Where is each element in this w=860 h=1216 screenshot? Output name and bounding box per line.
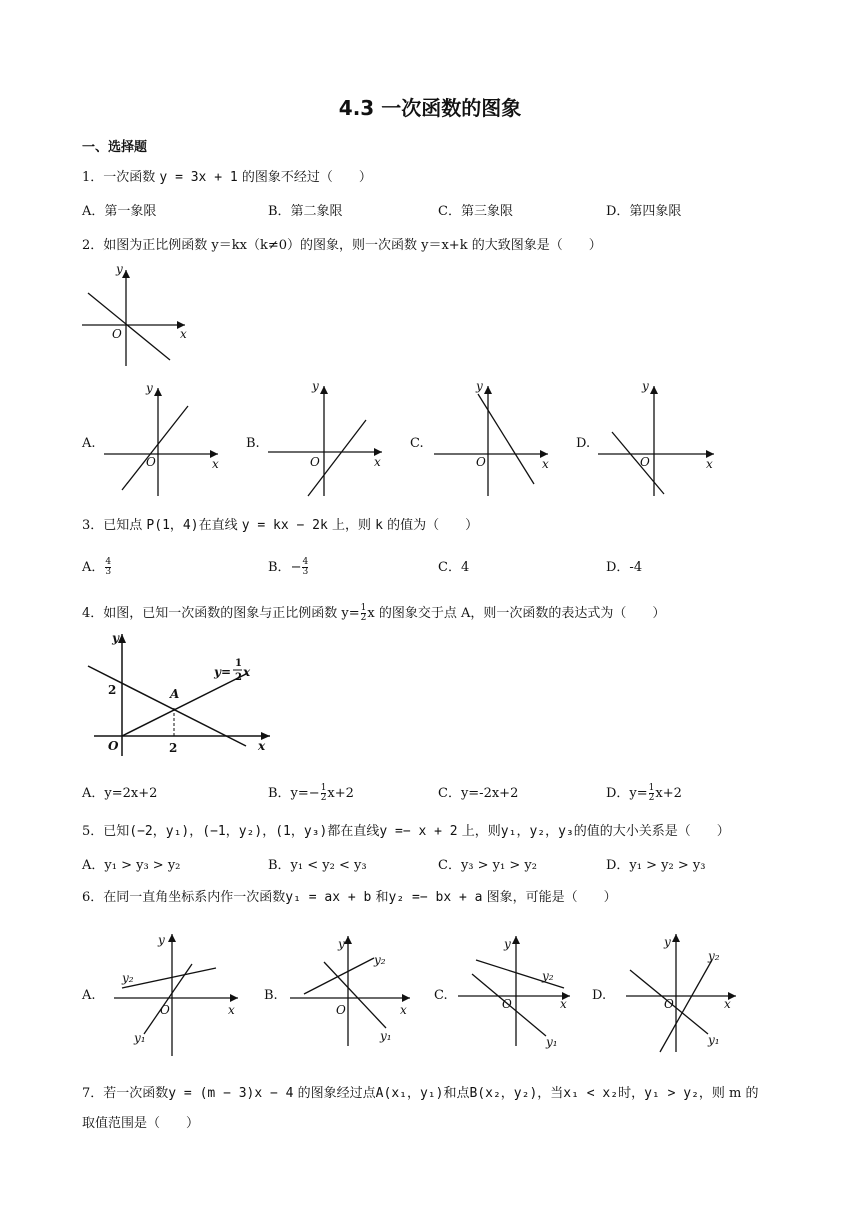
question-7-stem-line1: 7．若一次函数y = (m − 3)x − 4 的图象经过点A(x₁，y₁)和点B(x₂，y₂)，当x₁ < x₂时，y₁ > y₂，则 m 的	[82, 1086, 759, 1101]
q2-option-b-figure[interactable]	[264, 378, 394, 498]
axis-y-label: y	[664, 935, 671, 949]
axis-y-label: y	[146, 381, 153, 395]
y1-label: y₁	[134, 1031, 146, 1045]
axis-x-label: x	[180, 327, 187, 341]
q2-option-d-figure[interactable]	[596, 378, 726, 498]
axis-x-label: x	[374, 455, 381, 469]
line-label-suffix: x	[243, 665, 251, 679]
axis-y-label: y	[338, 937, 345, 951]
origin-label: O	[108, 739, 119, 753]
q6-option-d-label[interactable]: D.	[592, 988, 607, 1003]
y2-label: y₂	[542, 969, 554, 983]
q3-option-a[interactable]: A． $\frac{4}{3}$	[82, 557, 112, 577]
q2-option-a-figure[interactable]	[100, 378, 230, 498]
axis-y-label: y	[504, 937, 511, 951]
axis-y-label: y	[116, 262, 123, 276]
q6-option-a-figure[interactable]	[104, 930, 244, 1060]
origin-label: O	[112, 327, 122, 341]
origin-label: O	[502, 997, 512, 1011]
q3-option-c[interactable]: C．4	[438, 560, 470, 575]
question-4-stem: 4．如图，已知一次函数的图象与正比例函数 y= $\frac{1}{2}$ x 的图象交于点 A，则一次函数的表达式为（ ）	[82, 603, 666, 623]
q2-option-a-label[interactable]: A.	[82, 436, 96, 451]
q2-main-figure	[80, 258, 200, 368]
q3-option-d[interactable]: D．-4	[606, 560, 643, 575]
y1-label: y₁	[708, 1033, 720, 1047]
axis-y-label: y	[312, 379, 319, 393]
axis-y-label: y	[476, 379, 483, 393]
q5-option-c[interactable]: C．y₃ > y₁ > y₂	[438, 858, 537, 873]
y2-label: y₂	[374, 953, 386, 967]
origin-label: O	[640, 455, 650, 469]
axis-y-label: y	[112, 631, 119, 645]
q4-option-d[interactable]: D．y= $\frac{1}{2}$ x+2	[606, 783, 682, 803]
axis-y-label: y	[158, 933, 165, 947]
axis-y-label: y	[642, 379, 649, 393]
q6-option-b-label[interactable]: B.	[264, 988, 278, 1003]
axis-x-label: x	[706, 457, 713, 471]
q4-option-a[interactable]: A．y=2x+2	[82, 786, 158, 801]
y2-label: y₂	[122, 971, 134, 985]
axis-x-label: x	[724, 997, 731, 1011]
q6-option-a-label[interactable]: A.	[82, 988, 96, 1003]
q6-option-b-figure[interactable]	[282, 930, 422, 1050]
origin-label: O	[146, 455, 156, 469]
x-tick-label: 2	[169, 741, 178, 755]
axis-x-label: x	[542, 457, 549, 471]
question-3-stem: 3．已知点 P(1，4)在直线 y = kx − 2k 上，则 k 的值为（ ）	[82, 518, 479, 533]
q2-option-c-figure[interactable]	[430, 378, 560, 498]
q5-option-a[interactable]: A．y₁ > y₃ > y₂	[82, 858, 181, 873]
origin-label: O	[476, 455, 486, 469]
y2-label: y₂	[708, 949, 720, 963]
y-tick-label: 2	[108, 683, 117, 697]
q1-option-d[interactable]: D．第四象限	[606, 204, 682, 219]
origin-label: O	[160, 1003, 170, 1017]
q4-option-c[interactable]: C．y=-2x+2	[438, 786, 519, 801]
line-label-num: 1	[235, 658, 242, 669]
y1-label: y₁	[380, 1029, 392, 1043]
q4-figure	[80, 628, 280, 758]
line-label-prefix: y=	[214, 665, 232, 679]
q3-option-b[interactable]: B．− $\frac{4}{3}$	[268, 557, 309, 577]
origin-label: O	[336, 1003, 346, 1017]
axis-x-label: x	[560, 997, 567, 1011]
question-7-stem-line2: 取值范围是（ ）	[82, 1116, 200, 1131]
origin-label: O	[310, 455, 320, 469]
q6-option-c-figure[interactable]	[454, 930, 584, 1050]
question-6-stem: 6．在同一直角坐标系内作一次函数y₁ = ax + b 和y₂ =− bx + a 图象，可能是（ ）	[82, 890, 617, 905]
origin-label: O	[664, 997, 674, 1011]
question-2-stem: 2．如图为正比例函数 y＝kx（k≠0）的图象，则一次函数 y＝x+k 的大致图象是（ ）	[82, 238, 602, 253]
q6-option-d-figure[interactable]	[620, 930, 750, 1056]
q6-option-c-label[interactable]: C.	[434, 988, 448, 1003]
point-a-label: A	[170, 687, 180, 701]
q2-option-b-label[interactable]: B.	[246, 436, 260, 451]
question-1-stem: 1．一次函数 y = 3x + 1 的图象不经过（ ）	[82, 170, 372, 185]
question-5-stem: 5．已知(−2，y₁)，(−1，y₂)，(1，y₃)都在直线y =− x + 2 上，则y₁，y₂，y₃的值的大小关系是（ ）	[82, 824, 730, 839]
q1-option-c[interactable]: C．第三象限	[438, 204, 513, 219]
page-title: 4.3 一次函数的图象	[338, 96, 522, 120]
q1-option-a[interactable]: A．第一象限	[82, 204, 157, 219]
q2-option-c-label[interactable]: C.	[410, 436, 424, 451]
q2-option-d-label[interactable]: D.	[576, 436, 591, 451]
axis-x-label: x	[228, 1003, 235, 1017]
q1-option-b[interactable]: B．第二象限	[268, 204, 343, 219]
q5-option-b[interactable]: B．y₁ < y₂ < y₃	[268, 858, 367, 873]
axis-x-label: x	[400, 1003, 407, 1017]
axis-x-label: x	[212, 457, 219, 471]
q4-option-b[interactable]: B．y=− $\frac{1}{2}$ x+2	[268, 783, 354, 803]
y1-label: y₁	[546, 1035, 558, 1049]
line-label-den: 2	[235, 672, 242, 683]
section-heading: 一、选择题	[82, 140, 148, 155]
q5-option-d[interactable]: D．y₁ > y₂ > y₃	[606, 858, 706, 873]
axis-x-label: x	[258, 739, 266, 753]
